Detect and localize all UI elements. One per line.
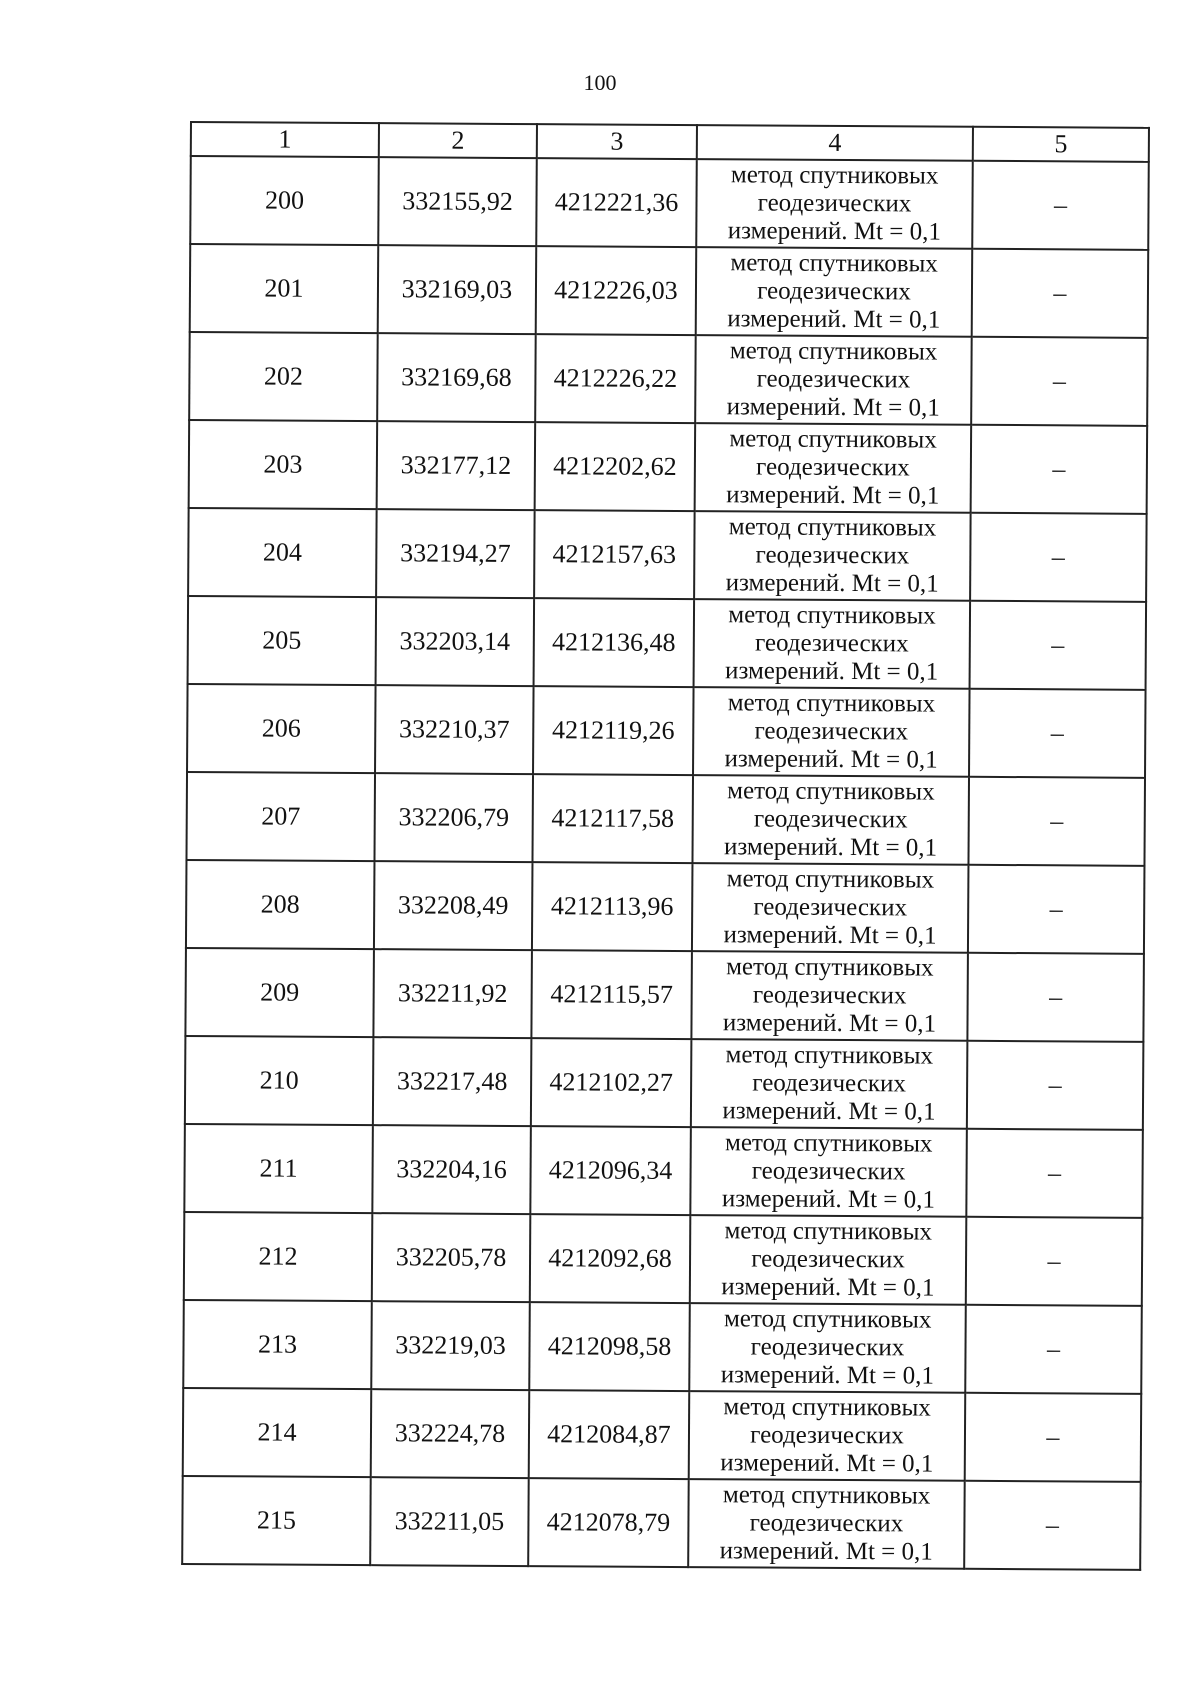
method-line: измерений. Mt = 0,1: [720, 1361, 934, 1390]
note-cell: –: [967, 1041, 1144, 1130]
method-line: измерений. Mt = 0,1: [723, 921, 937, 950]
method-line: измерений. Mt = 0,1: [719, 1537, 933, 1566]
table-row: [188, 508, 1147, 602]
method-cell: [695, 335, 972, 425]
note-cell: –: [964, 1481, 1141, 1570]
method-line: метод спутниковых: [728, 513, 937, 542]
point-number-cell: 203: [189, 420, 378, 509]
method-cell: [696, 159, 973, 249]
method-cell: [690, 1127, 967, 1217]
method-line: метод спутниковых: [729, 337, 938, 366]
table-row: [186, 860, 1145, 954]
point-number-cell: 211: [184, 1124, 373, 1213]
x-coordinate-cell: 332204,16: [372, 1125, 531, 1214]
y-coordinate-cell: 4212096,34: [530, 1126, 691, 1215]
method-line: метод спутниковых: [725, 1041, 934, 1070]
method-cell: [692, 775, 969, 865]
y-coordinate-cell: 4212221,36: [536, 158, 697, 247]
y-coordinate-cell: 4212102,27: [531, 1038, 692, 1127]
column-header: 2: [379, 123, 537, 158]
method-line: измерений. Mt = 0,1: [723, 833, 938, 862]
x-coordinate-cell: 332203,14: [376, 597, 535, 686]
table-row: [182, 1476, 1141, 1570]
x-coordinate-cell: 332205,78: [372, 1213, 531, 1302]
point-number-cell: 208: [186, 860, 375, 949]
method-line: геодезических: [755, 541, 910, 570]
note-cell: –: [969, 689, 1146, 778]
note-cell: –: [968, 777, 1145, 866]
point-number-cell: 210: [185, 1036, 374, 1125]
method-line: геодезических: [756, 365, 911, 394]
x-coordinate-cell: 332211,05: [370, 1477, 529, 1566]
method-line: измерений. Mt = 0,1: [720, 1449, 934, 1478]
method-cell: [695, 423, 972, 513]
method-line: геодезических: [756, 453, 910, 482]
point-number-cell: 213: [183, 1300, 372, 1389]
method-line: метод спутниковых: [723, 1393, 931, 1422]
note-cell: –: [965, 1393, 1142, 1482]
table-row: [189, 332, 1148, 426]
y-coordinate-cell: 4212115,57: [531, 950, 692, 1039]
y-coordinate-cell: 4212226,03: [536, 246, 697, 335]
x-coordinate-cell: 332169,03: [378, 245, 537, 334]
column-header: 4: [697, 125, 973, 161]
note-cell: –: [970, 601, 1147, 690]
x-coordinate-cell: 332208,49: [374, 861, 533, 950]
method-line: измерений. Mt = 0,1: [721, 1185, 936, 1214]
table-row: [187, 684, 1146, 778]
method-line: метод спутниковых: [724, 1129, 933, 1158]
note-cell: –: [972, 161, 1149, 250]
method-line: геодезических: [751, 1157, 906, 1186]
method-cell: [694, 599, 971, 689]
point-number-cell: 212: [184, 1212, 373, 1301]
method-line: метод спутниковых: [726, 953, 934, 982]
method-line: геодезических: [751, 1245, 905, 1274]
table-row: [186, 772, 1145, 866]
method-line: геодезических: [752, 1069, 907, 1098]
method-cell: [693, 687, 970, 777]
x-coordinate-cell: 332219,03: [371, 1301, 530, 1390]
x-coordinate-cell: 332210,37: [375, 685, 534, 774]
method-line: метод спутниковых: [726, 865, 935, 894]
note-cell: –: [965, 1305, 1142, 1394]
point-number-cell: 214: [183, 1388, 372, 1477]
y-coordinate-cell: 4212157,63: [534, 510, 695, 599]
point-number-cell: 206: [187, 684, 376, 773]
y-coordinate-cell: 4212117,58: [532, 774, 693, 863]
point-number-cell: 205: [188, 596, 377, 685]
y-coordinate-cell: 4212226,22: [535, 334, 696, 423]
y-coordinate-cell: 4212092,68: [530, 1214, 691, 1303]
point-number-cell: 207: [186, 772, 375, 861]
method-line: геодезических: [754, 717, 909, 746]
y-coordinate-cell: 4212136,48: [534, 598, 695, 687]
method-cell: [694, 511, 971, 601]
table-row: [190, 156, 1149, 250]
x-coordinate-cell: 332155,92: [378, 157, 537, 246]
note-cell: –: [971, 425, 1148, 514]
method-line: измерений. Mt = 0,1: [725, 657, 939, 686]
method-line: измерений. Mt = 0,1: [727, 305, 941, 334]
method-line: метод спутниковых: [727, 777, 935, 806]
method-line: метод спутниковых: [724, 1217, 933, 1246]
table-row: [189, 420, 1148, 514]
method-cell: [688, 1479, 965, 1569]
point-number-cell: 202: [189, 332, 378, 421]
method-line: геодезических: [757, 277, 911, 306]
point-number-cell: 209: [185, 948, 374, 1037]
coordinates-table-wrapper: [181, 121, 1148, 1571]
page-number: 100: [583, 70, 617, 95]
method-line: метод спутниковых: [727, 689, 936, 718]
column-header: 1: [191, 122, 379, 157]
y-coordinate-cell: 4212078,79: [528, 1478, 689, 1567]
method-cell: [696, 247, 973, 337]
y-coordinate-cell: 4212119,26: [533, 686, 694, 775]
table-row: [185, 1036, 1144, 1130]
method-line: геодезических: [749, 1509, 904, 1538]
method-cell: [691, 1039, 968, 1129]
method-line: геодезических: [757, 189, 912, 218]
method-line: геодезических: [753, 893, 908, 922]
note-cell: –: [966, 1217, 1143, 1306]
y-coordinate-cell: 4212113,96: [532, 862, 693, 951]
x-coordinate-cell: 332169,68: [377, 333, 536, 422]
method-line: метод спутниковых: [723, 1305, 932, 1334]
table-body: [182, 156, 1149, 1570]
method-line: геодезических: [750, 1421, 904, 1450]
method-line: измерений. Mt = 0,1: [722, 1009, 937, 1038]
method-line: метод спутниковых: [722, 1481, 931, 1510]
method-line: геодезических: [752, 981, 907, 1010]
x-coordinate-cell: 332211,92: [373, 949, 532, 1038]
method-cell: [692, 863, 969, 953]
method-line: измерений. Mt = 0,1: [721, 1273, 935, 1302]
table-row: [183, 1388, 1142, 1482]
coordinates-table: [181, 121, 1150, 1571]
x-coordinate-cell: 332194,27: [376, 509, 535, 598]
method-line: измерений. Mt = 0,1: [727, 217, 941, 246]
column-header: 5: [973, 127, 1149, 162]
column-header: 3: [537, 124, 697, 159]
y-coordinate-cell: 4212098,58: [529, 1302, 690, 1391]
x-coordinate-cell: 332217,48: [373, 1037, 532, 1126]
table-row: [184, 1124, 1143, 1218]
note-cell: –: [971, 337, 1148, 426]
method-line: геодезических: [750, 1333, 905, 1362]
table-row: [184, 1212, 1143, 1306]
note-cell: –: [970, 513, 1147, 602]
note-cell: –: [972, 249, 1149, 338]
method-line: измерений. Mt = 0,1: [724, 745, 938, 774]
method-line: измерений. Mt = 0,1: [725, 569, 939, 598]
x-coordinate-cell: 332206,79: [374, 773, 533, 862]
table-row: [190, 244, 1149, 338]
method-line: метод спутниковых: [728, 601, 936, 630]
method-cell: [690, 1215, 967, 1305]
method-cell: [689, 1391, 966, 1481]
point-number-cell: 204: [188, 508, 377, 597]
point-number-cell: 215: [182, 1476, 371, 1565]
table-row: [188, 596, 1147, 690]
method-line: измерений. Mt = 0,1: [726, 393, 940, 422]
table-row: [185, 948, 1144, 1042]
y-coordinate-cell: 4212084,87: [529, 1390, 690, 1479]
table-header-row: [191, 122, 1149, 162]
method-line: метод спутниковых: [730, 249, 938, 278]
table-row: [183, 1300, 1142, 1394]
note-cell: –: [968, 865, 1145, 954]
method-line: метод спутниковых: [729, 425, 937, 454]
method-line: измерений. Mt = 0,1: [722, 1097, 936, 1126]
point-number-cell: 200: [190, 156, 379, 245]
method-cell: [691, 951, 968, 1041]
method-line: геодезических: [754, 629, 909, 658]
note-cell: –: [967, 953, 1144, 1042]
y-coordinate-cell: 4212202,62: [535, 422, 696, 511]
method-line: геодезических: [753, 805, 908, 834]
point-number-cell: 201: [190, 244, 379, 333]
note-cell: –: [966, 1129, 1143, 1218]
method-line: метод спутниковых: [730, 161, 939, 190]
method-cell: [689, 1303, 966, 1393]
x-coordinate-cell: 332177,12: [377, 421, 536, 510]
x-coordinate-cell: 332224,78: [371, 1389, 530, 1478]
method-line: измерений. Mt = 0,1: [726, 481, 940, 510]
